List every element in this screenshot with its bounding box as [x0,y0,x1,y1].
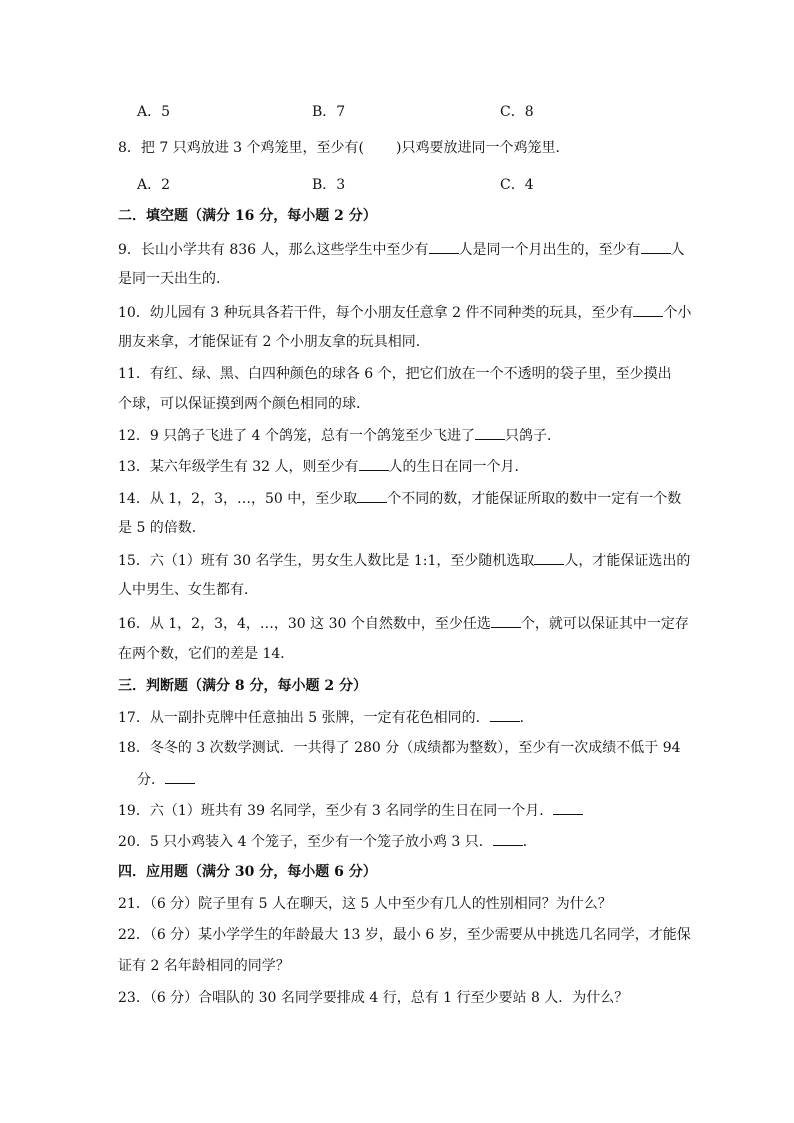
answer-blank[interactable] [359,456,389,471]
question-16: 16．从 1，2，3，4，…，30 这 30 个自然数中，至少任选 个，就可以保证其中一定存 [118,613,689,634]
question-22: 22．（6 分）某小学学生的年龄最大 13 岁，最小 6 岁，至少需要从中挑选几名同学，才能保 [118,927,691,943]
question-18-cont: 分． [137,769,195,790]
answer-blank[interactable] [357,488,387,503]
q7-option-c: C．8 [500,104,534,120]
question-13: 13．某六年级学生有 32 人，则至少有 人的生日在同一个月． [118,456,529,477]
question-21: 21．（6 分）院子里有 5 人在聊天，这 5 人中至少有几人的性别相同？为什么？ [118,896,612,912]
section-4-heading: 四．应用题（满分 30 分，每小题 6 分） [118,864,377,880]
question-17: 17．从一副扑克牌中任意抽出 5 张牌，一定有花色相同的． ． [118,707,534,728]
question-12: 12．9 只鸽子飞进了 4 个鸽笼，总有一个鸽笼至少飞进了 只鸽子． [118,425,561,446]
answer-blank[interactable] [553,800,583,815]
answer-blank[interactable] [475,425,505,440]
question-20: 20．5 只小鸡装入 4 个笼子，至少有一个笼子放小鸡 3 只． ． [118,831,537,852]
question-19: 19．六（1）班共有 39 名同学，至少有 3 名同学的生日在同一个月． [118,800,583,821]
question-22-cont: 证有 2 名年龄相同的同学？ [118,958,290,974]
answer-blank[interactable] [641,239,671,254]
question-15-cont: 人中男生、女生都有． [118,582,258,598]
q7-option-b: B．7 [312,104,346,120]
question-11-cont: 个球，可以保证摸到两个颜色相同的球． [118,396,370,412]
answer-blank[interactable] [491,613,521,628]
question-15: 15．六（1）班有 30 名学生，男女生人数比是 1:1，至少随机选取 人，才能保证选出的 [118,550,690,571]
question-10: 10．幼儿园有 3 种玩具各若干件，每个小朋友任意拿 2 件不同种类的玩具，至少有 个小 [118,302,691,323]
answer-blank[interactable] [633,302,663,317]
question-8: 8．把 7 只鸡放进 3 个鸡笼里，至少有( )只鸡要放进同一个鸡笼里． [118,140,570,156]
question-23: 23．（6 分）合唱队的 30 名同学要排成 4 行，总有 1 行至少要站 8 人．为什么？ [118,990,629,1006]
answer-blank[interactable] [493,831,523,846]
question-11: 11．有红、绿、黑、白四种颜色的球各 6 个，把它们放在一个不透明的袋子里，至少摸出 [118,366,672,382]
q8-option-c: C．4 [500,177,534,193]
answer-blank[interactable] [490,707,520,722]
answer-blank[interactable] [429,239,459,254]
answer-blank[interactable] [534,550,564,565]
question-16-cont: 在两个数，它们的差是 14． [118,646,295,662]
question-14: 14．从 1，2，3，…，50 中，至少取 个不同的数，才能保证所取的数中一定有一个数 [118,488,681,509]
question-14-cont: 是 5 的倍数． [118,520,206,536]
question-18: 18．冬冬的 3 次数学测试．一共得了 280 分（成绩都为整数），至少有一次成绩不低于 94 [118,740,681,756]
question-9: 9．长山小学共有 836 人，那么这些学生中至少有 人是同一个月出生的，至少有 人 [118,239,685,260]
q8-option-a: A．2 [137,177,171,193]
section-2-heading: 二．填空题（满分 16 分，每小题 2 分） [118,208,377,224]
q8-option-b: B．3 [312,177,346,193]
question-10-cont: 朋友来拿，才能保证有 2 个小朋友拿的玩具相同． [118,334,430,350]
answer-blank[interactable] [165,769,195,784]
section-3-heading: 三．判断题（满分 8 分，每小题 2 分） [118,678,367,694]
question-9-cont: 是同一天出生的． [118,271,230,287]
q7-option-a: A．5 [137,104,171,120]
